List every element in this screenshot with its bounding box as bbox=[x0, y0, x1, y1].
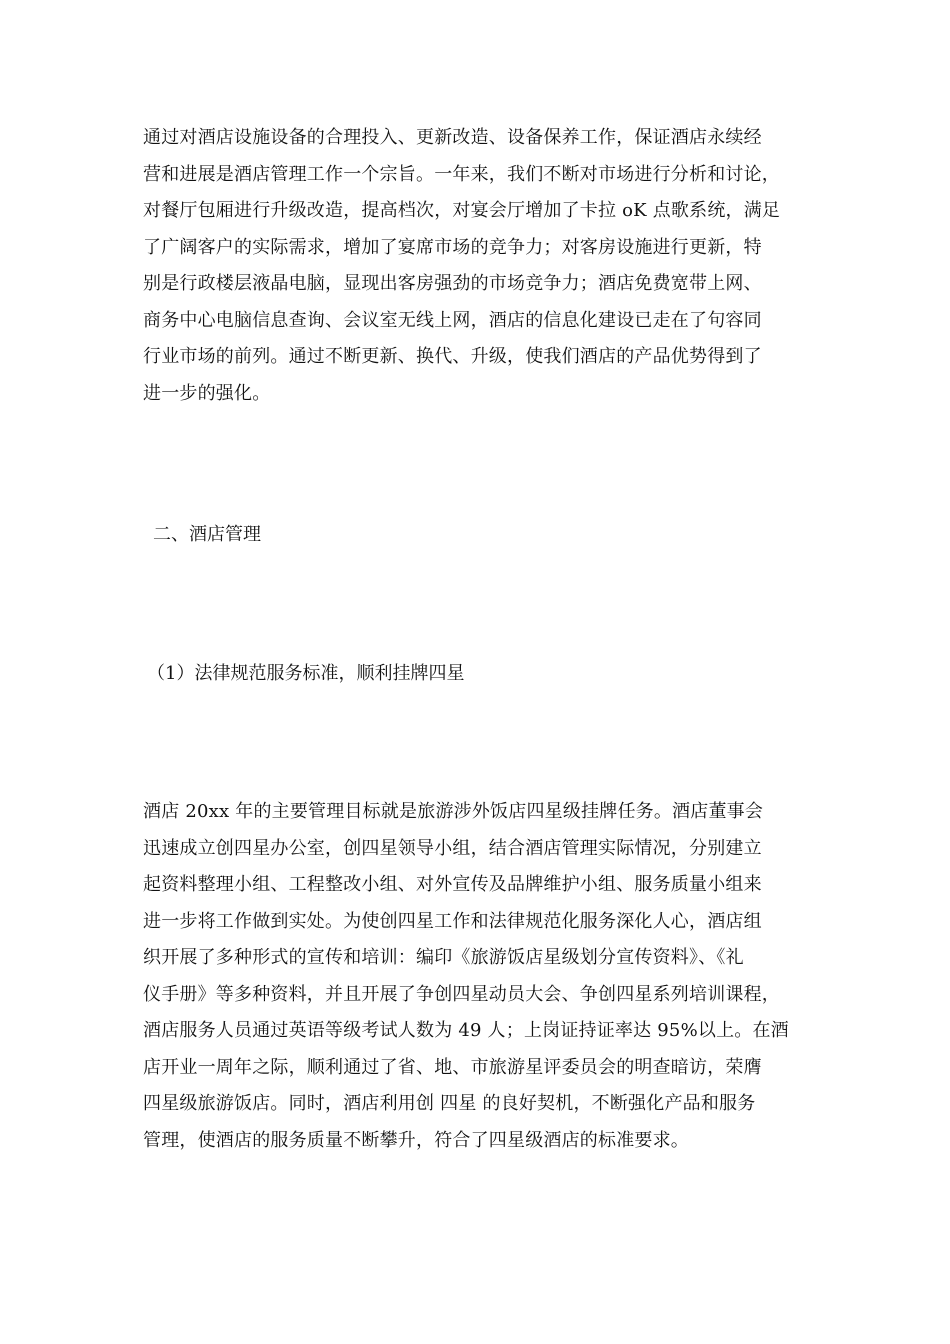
paragraph-line: 商务中心电脑信息查询、会议室无线上网，酒店的信息化建设已走在了句容同 bbox=[143, 309, 762, 331]
paragraph-line: 对餐厅包厢进行升级改造，提高档次，对宴会厅增加了卡拉 oK 点歌系统，满足 bbox=[143, 200, 781, 221]
paragraph-line: 酒店 20xx 年的主要管理目标就是旅游涉外饭店四星级挂牌任务。酒店董事会 bbox=[143, 801, 764, 822]
paragraph-four-star bbox=[143, 794, 813, 1159]
paragraph-line: 营和进展是酒店管理工作一个宗旨。一年来，我们不断对市场进行分析和讨论， bbox=[143, 163, 780, 185]
paragraph-line: 别是行政楼层液晶电脑，显现出客房强劲的市场竞争力；酒店免费宽带上网、 bbox=[143, 273, 762, 294]
paragraph-line: 迅速成立创四星办公室，创四星领导小组，结合酒店管理实际情况，分别建立 bbox=[143, 837, 762, 859]
subsection-heading: （1）法律规范服务标准，顺利挂牌四星 bbox=[147, 663, 465, 684]
paragraph-line: 了广阔客户的实际需求，增加了宴席市场的竞争力；对客房设施进行更新，特 bbox=[143, 236, 762, 258]
paragraph-line: 行业市场的前列。通过不断更新、换代、升级，使我们酒店的产品优势得到了 bbox=[143, 346, 762, 367]
paragraph-line: 店开业一周年之际，顺利通过了省、地、市旅游星评委员会的明查暗访，荣膺 bbox=[143, 1056, 762, 1078]
paragraph-line: 酒店服务人员通过英语等级考试人数为 49 人；上岗证持证率达 95%以上。在酒 bbox=[143, 1020, 789, 1041]
section-heading: 二、酒店管理 bbox=[153, 524, 261, 545]
paragraph-line: 起资料整理小组、工程整改小组、对外宣传及品牌维护小组、服务质量小组来 bbox=[143, 874, 762, 895]
paragraph-line: 四星级旅游饭店。同时，酒店利用创 四星 的良好契机，不断强化产品和服务 bbox=[143, 1093, 756, 1114]
paragraph-line: 进一步的强化。 bbox=[143, 382, 271, 404]
paragraph-line: 进一步将工作做到实处。为使创四星工作和法律规范化服务深化人心，酒店组 bbox=[143, 910, 762, 932]
paragraph-facilities bbox=[143, 120, 813, 412]
paragraph-line: 通过对酒店设施设备的合理投入、更新改造、设备保养工作，保证酒店永续经 bbox=[143, 127, 762, 148]
paragraph-line: 织开展了多种形式的宣传和培训：编印《旅游饭店星级划分宣传资料》、《礼 bbox=[143, 947, 744, 968]
paragraph-line: 仪手册》等多种资料，并且开展了争创四星动员大会、争创四星系列培训课程， bbox=[143, 983, 780, 1005]
paragraph-line: 管理，使酒店的服务质量不断攀升，符合了四星级酒店的标准要求。 bbox=[143, 1129, 689, 1151]
